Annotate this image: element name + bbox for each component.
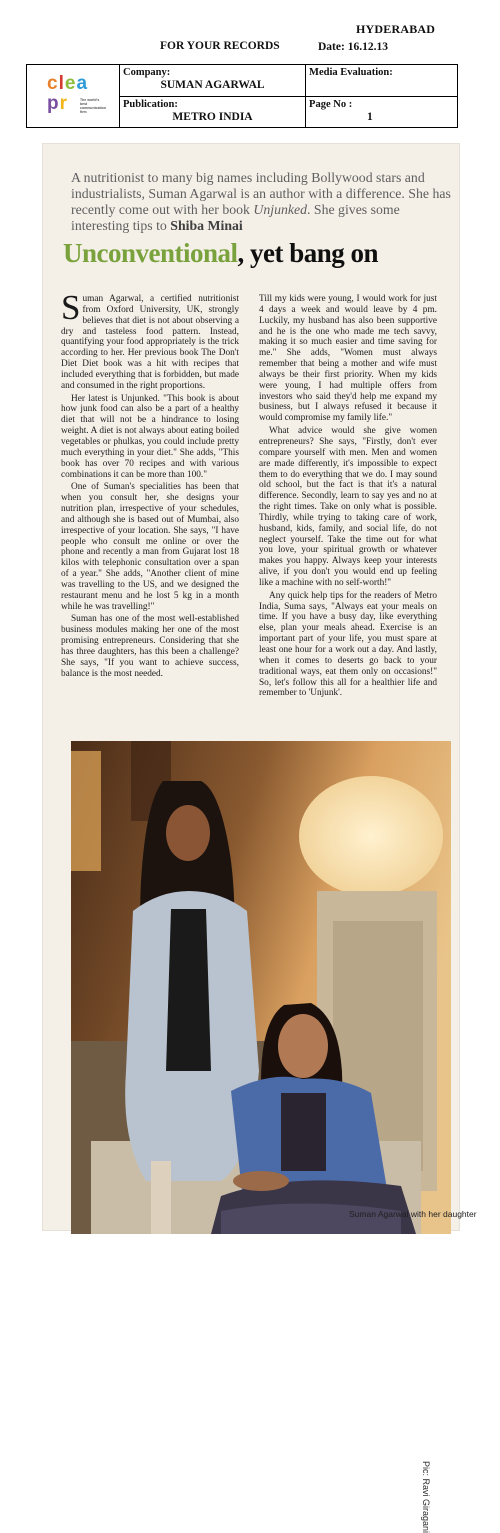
photo-credit: Pic: Ravi Giragani: [421, 1461, 431, 1533]
article-paragraph-text: uman Agarwal, a certified nutritionist from Oxford University, UK, strongly believes that diet is not about observing a dry and tasteless food pattern. Instead, quantifying your food appropriately is the trick according to her. Her previous book The Don't Diet Diet book was a hit with recipes that included everything that is forbidden, but made and consumed in the right proportions.: [61, 294, 239, 391]
article-column-right: [259, 294, 437, 701]
company-value: SUMAN AGARWAL: [160, 79, 265, 91]
page-number-value: 1: [367, 110, 373, 123]
deck-book-title: Unjunked: [253, 202, 308, 217]
publication-value: METRO INDIA: [172, 110, 253, 123]
article-deck: [71, 170, 453, 234]
logo-wordmark-bottom: [47, 93, 68, 115]
company-cell: [120, 65, 306, 97]
publication-cell: [120, 96, 306, 128]
logo-letter: r: [59, 93, 69, 114]
logo-letter: p: [47, 93, 60, 114]
article-paragraph: [61, 288, 239, 392]
article-photo: [71, 741, 477, 1533]
logo-letter: e: [64, 73, 77, 94]
deck-lead: A nutritionist to many big names including Bollywood stars and industrialists, Suman Agarwal is an author with a difference. She has recently come out with her book: [71, 170, 451, 217]
edition-city: HYDERABAD: [356, 22, 436, 36]
company-label: Company:: [123, 67, 171, 78]
records-label: FOR YOUR RECORDS: [160, 40, 280, 52]
clipping-meta-table: [26, 64, 458, 128]
article-paragraph: One of Suman's specialities has been that when you consult her, she designs your nutrition plan, irrespective of your schedules, and although she is based out of Mumbai, also irrespective of your location. She says, "I have people who consult me online or over the phone and recently a man from Gujarat lost 18 kilos with telephonic consultation over a span of a year." She adds, "Another client of mine was travelling to the US, and we designed the restaurant menu and he lost 5 kg in a month while he was travelling!": [61, 482, 239, 612]
article-paragraph: Her latest is Unjunked. "This book is about how junk food can also be a part of a healthy diet that will not be a hindrance to losing weight. A diet is not always about eating boiled vegetables or phulkas, you could include pretty much everything in your diet." She adds, "This book has over 70 recipes and with various combinations it can be more than 100.": [61, 393, 239, 480]
logo-letter: l: [58, 73, 65, 94]
logo-wordmark-top: [47, 73, 88, 95]
drop-cap: S: [61, 288, 81, 327]
logo-tagline: The world's best communication firm: [80, 98, 106, 114]
article-paragraph: Suman has one of the most well-established business modules making her one of the most promising entrepreneurs. Considering that she has three daughters, has this been a challenge? She says, "If you want to achieve success, balance is the most needed.: [61, 614, 239, 679]
headline-rest: , yet bang on: [237, 238, 379, 268]
logo-letter: a: [76, 73, 89, 94]
article-column-left: [61, 288, 239, 682]
cleapr-logo: [30, 67, 116, 125]
article-headline: [63, 238, 378, 269]
media-evaluation-label: Media Evaluation:: [309, 67, 393, 78]
date-label: Date: 16.12.13: [318, 41, 388, 53]
logo-cell: [27, 65, 120, 128]
photo-caption: Suman Agarwal with her daughter: [349, 1209, 477, 1219]
article-paragraph: What advice would she give women entrepreneurs? She says, "Firstly, don't ever compare yourself with men. Men and women are made differently, it's impossible to expect them to do everything that we do. I may sound old school, but the fact is that it's a natural difference. Secondly, learn to say yes and no at the right times. Take on only what is possible. Thirdly, while trying to taking care of work, husband, kids, family, and social life, do not neglect yourself. Take the time out for what you love, your spiritual growth or whatever makes you happy. Always keep your interests alive, if you don't you would end up feeling like a machine with no self-worth!": [259, 426, 437, 588]
page-number-label: Page No :: [309, 98, 353, 110]
logo-letter: c: [47, 73, 59, 94]
deck-tail: . She gives some interesting tips to: [71, 202, 400, 233]
media-evaluation-cell: [306, 65, 458, 97]
page-number-cell: [306, 96, 458, 128]
photo-illustration: [71, 741, 451, 1234]
publication-label: Publication:: [123, 98, 178, 110]
article-paragraph: Till my kids were young, I would work for just 4 days a week and would leave by 4 pm. Luckily, my husband has also been supportive and he is the one who made me tech savvy, making it so much easier and time saving for me." She adds, "Women must always remember that being a mother and wife must always be their first priority. When my kids were young, I had multiple offers from investors who said they'd help me expand my business, but I always refused it because it would compromise my family life.": [259, 294, 437, 424]
deck-author: Shiba Minai: [170, 218, 243, 233]
article-paragraph: Any quick help tips for the readers of Metro India, Suma says, "Always eat your meals on time. If you have a busy day, like everything else, plan your meals ahead. Exercise is an important part of your life, you must spare at least one hour for a work out a day. And lastly, when it comes to deserts go back to your traditional ways, eat them only on occasions!" So, let's follow this all for a healthier life and remember to 'Unjunk'.: [259, 590, 437, 699]
newspaper-clipping: [42, 143, 477, 1533]
headline-accent: Unconventional: [63, 238, 238, 268]
